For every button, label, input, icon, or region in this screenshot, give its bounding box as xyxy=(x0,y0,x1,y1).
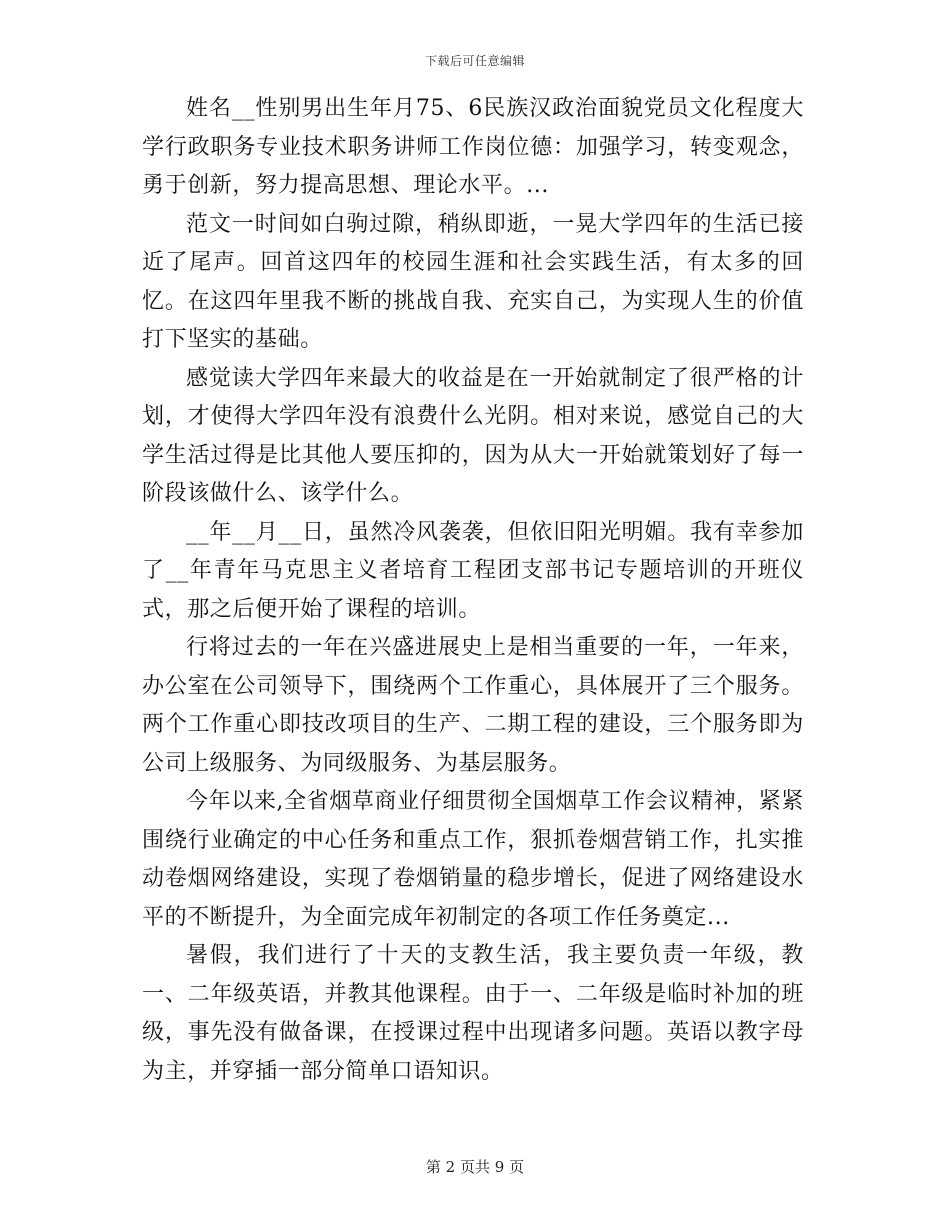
paragraph-4: __年__月__日，虽然冷风袭袭，但依旧阳光明媚。我有幸参加了__年青年马克思主义者培育工程团支部书记专题培训的开班仪式，那之后便开始了课程的培训。 xyxy=(142,519,804,622)
paragraph-6: 今年以来,全省烟草商业仔细贯彻全国烟草工作会议精神，紧紧围绕行业确定的中心任务和重点工作，狠抓卷烟营销工作，扎实推动卷烟网络建设，实现了卷烟销量的稳步增长，促进了网络建设水平的不断提升，为全面完成年初制定的各项工作任务奠定... xyxy=(142,789,804,930)
paragraph-2: 范文一时间如白驹过隙，稍纵即逝，一晃大学四年的生活已接近了尾声。回首这四年的校园生涯和社会实践生活，有太多的回忆。在这四年里我不断的挑战自我、充实自己，为实现人生的价值打下坚实的基础。 xyxy=(142,211,804,352)
paragraph-1: 姓名__性别男出生年月75、6民族汉政治面貌党员文化程度大学行政职务专业技术职务讲师工作岗位德：加强学习，转变观念，勇于创新，努力提高思想、理论水平。... xyxy=(142,96,804,198)
document-body xyxy=(142,90,804,1091)
page-header: 下载后可任意编辑 xyxy=(424,54,525,68)
paragraph-7: 暑假，我们进行了十天的支教生活，我主要负责一年级，教一、二年级英语，并教其他课程。由于一、二年级是临时补加的班级，事先没有做备课，在授课过程中出现诸多问题。英语以教字母为主，并穿插一部分简单口语知识。 xyxy=(142,943,804,1084)
paragraph-5: 行将过去的一年在兴盛进展史上是相当重要的一年，一年来，办公室在公司领导下，围绕两个工作重心，具体展开了三个服务。两个工作重心即技改项目的生产、二期工程的建设，三个服务即为公司上级服务、为同级服务、为基层服务。 xyxy=(142,635,804,776)
page-footer: 第 2 页共 9 页 xyxy=(425,1158,525,1176)
paragraph-3: 感觉读大学四年来最大的收益是在一开始就制定了很严格的计划，才使得大学四年没有浪费什么光阴。相对来说，感觉自己的大学生活过得是比其他人要压抑的，因为从大一开始就策划好了每一阶段该做什么、该学什么。 xyxy=(142,365,804,506)
